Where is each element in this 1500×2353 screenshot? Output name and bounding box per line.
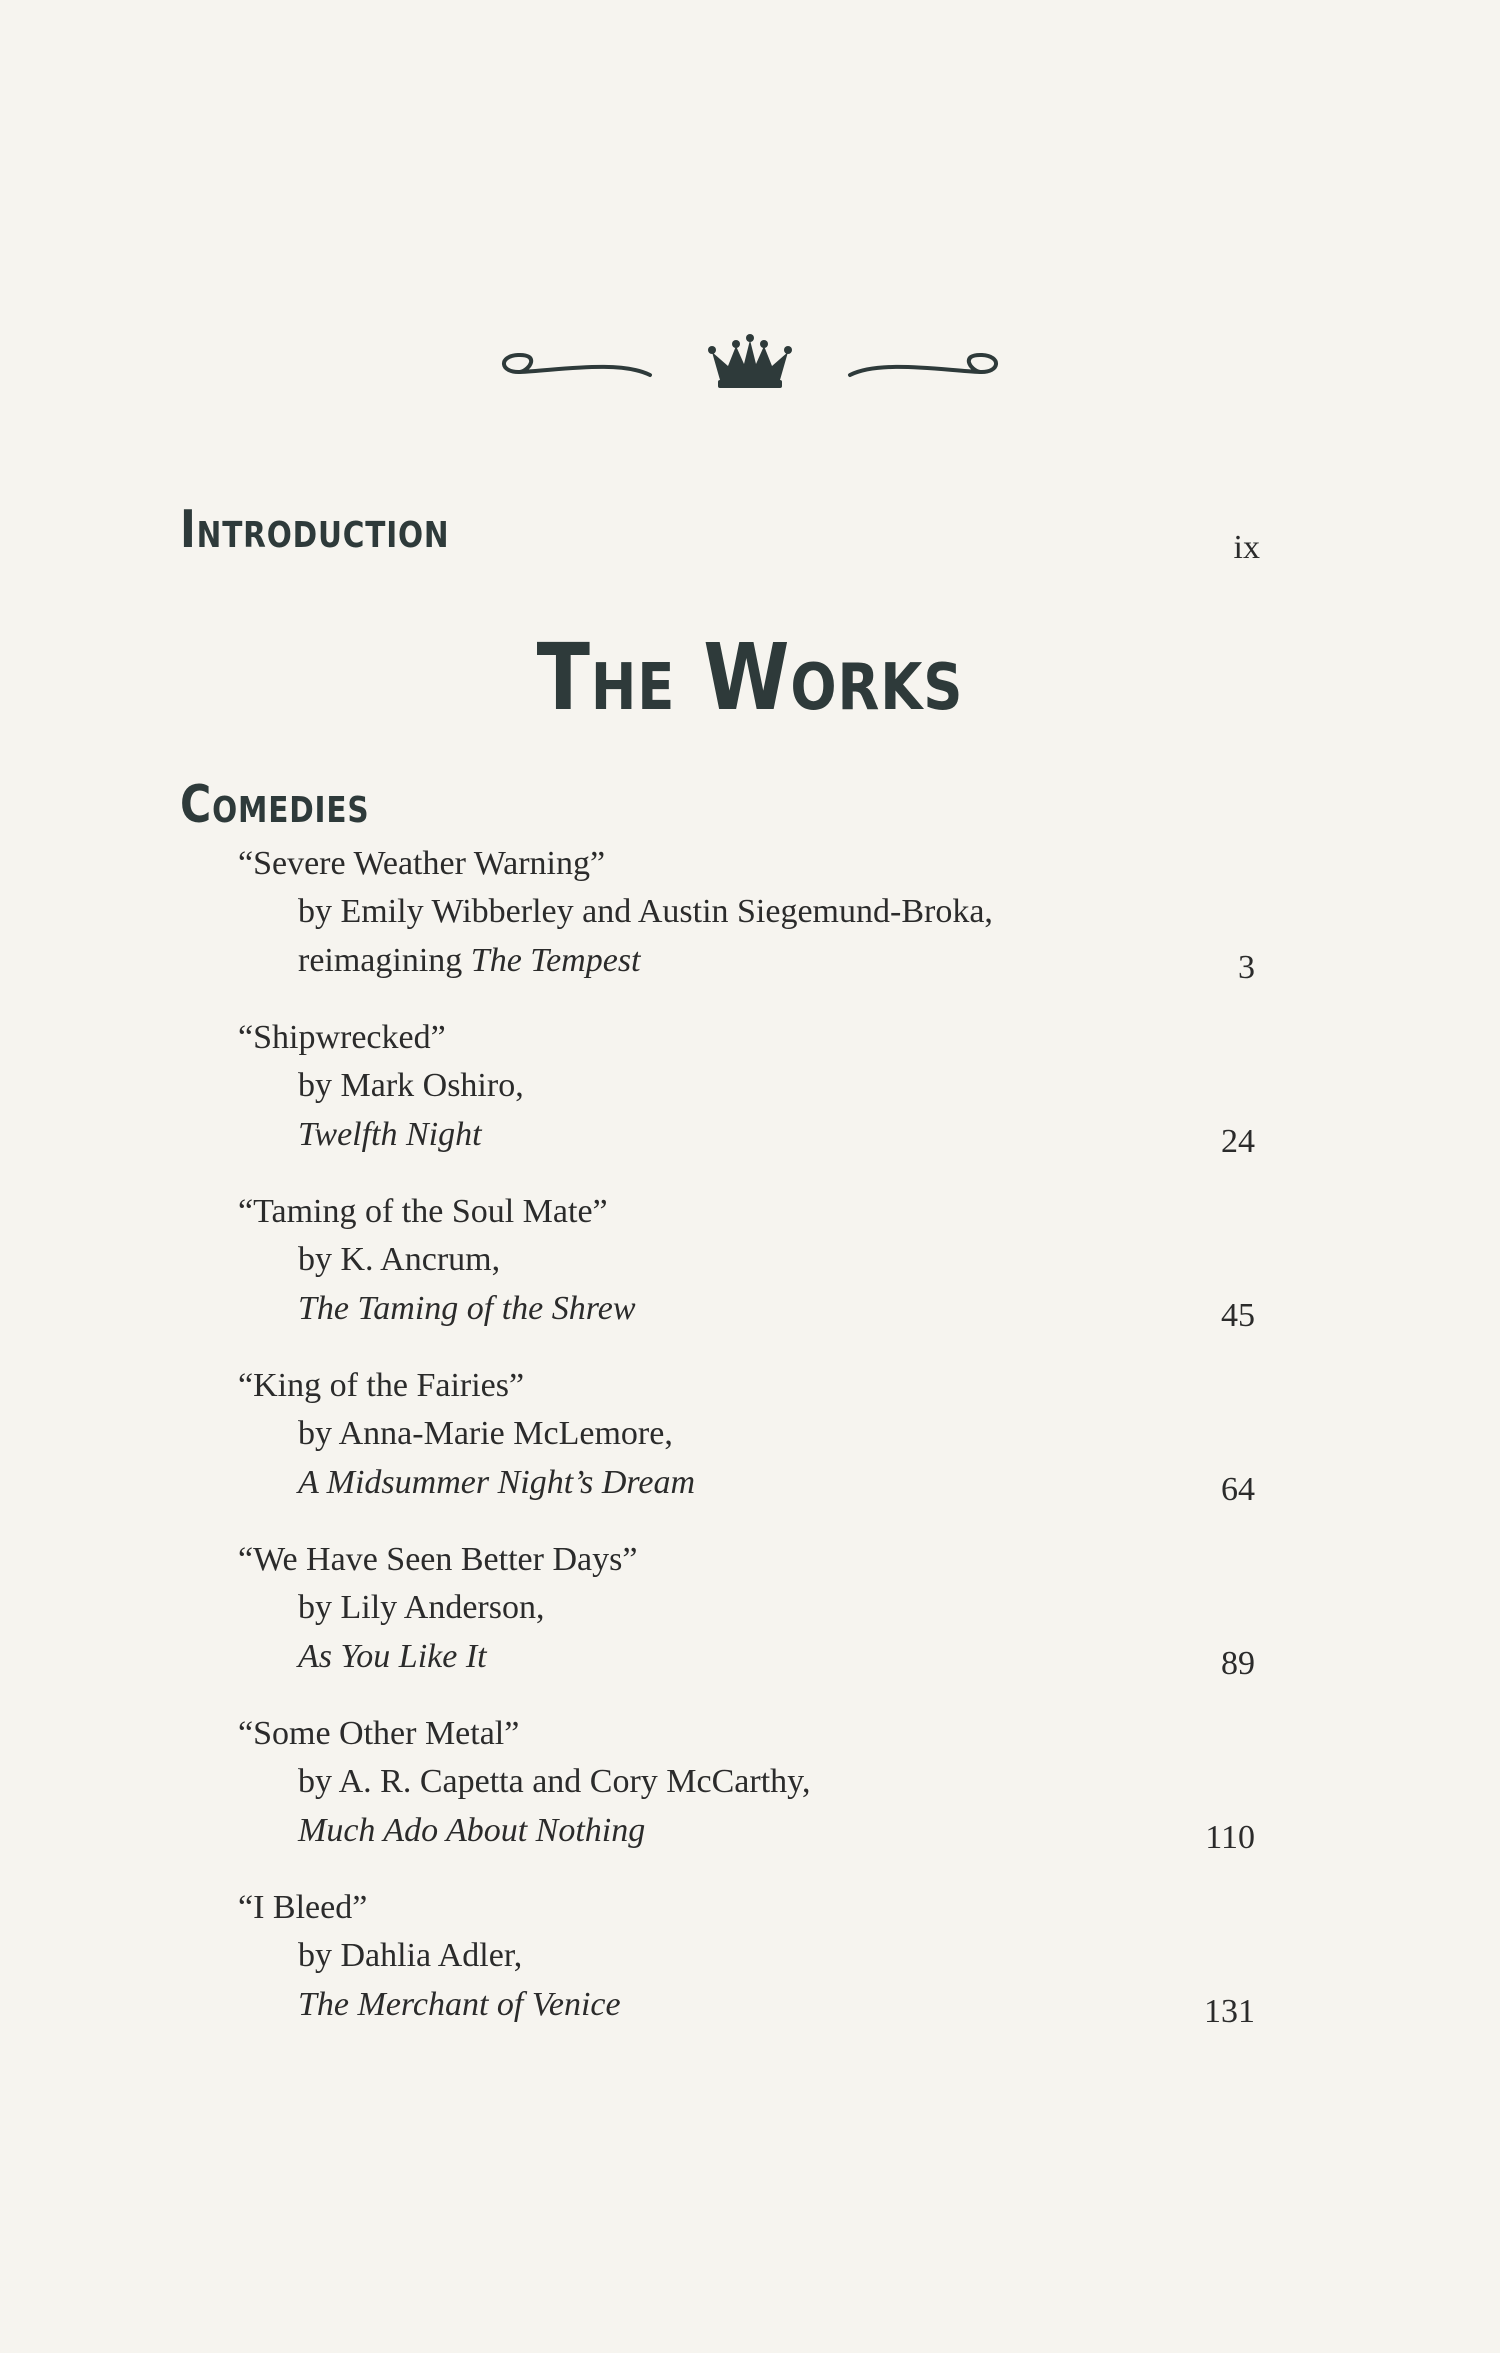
story-title: “Shipwrecked” (238, 1019, 446, 1056)
source-work: The Taming of the Shrew (298, 1290, 636, 1327)
story-title: “King of the Fairies” (238, 1367, 525, 1404)
story-author: by Mark Oshiro, (298, 1067, 524, 1104)
story-title: “I Bleed” (238, 1889, 368, 1926)
introduction-heading: Introduction (180, 500, 450, 560)
toc-entry[interactable] (0, 1014, 1500, 1164)
source-work: Twelfth Night (298, 1116, 482, 1153)
story-author: by K. Ancrum, (298, 1241, 501, 1278)
story-title: “Severe Weather Warning” (238, 845, 606, 882)
toc-entry[interactable] (0, 1536, 1500, 1686)
story-author: by Anna-Marie McLemore, (298, 1415, 673, 1452)
source-work: A Midsummer Night’s Dream (298, 1464, 695, 1501)
crown-flourish-icon (500, 330, 1000, 400)
story-title: “Some Other Metal” (238, 1715, 520, 1752)
story-author: by Emily Wibberley and Austin Siegemund-Broka, (298, 893, 993, 930)
page-number: 131 (1204, 1993, 1255, 2030)
source-work: reimagining The Tempest (298, 942, 641, 979)
source-work: The Merchant of Venice (298, 1986, 621, 2023)
story-author: by A. R. Capetta and Cory McCarthy, (298, 1763, 811, 1800)
section-heading-comedies: Comedies (180, 775, 370, 835)
works-heading: The Works (536, 624, 964, 731)
source-work: Much Ado About Nothing (298, 1812, 646, 1849)
toc-entry[interactable] (0, 1362, 1500, 1512)
story-author: by Dahlia Adler, (298, 1937, 523, 1974)
toc-entry[interactable] (0, 1188, 1500, 1338)
introduction-entry[interactable] (180, 500, 1260, 570)
page-number: 45 (1221, 1297, 1255, 1334)
story-author: by Lily Anderson, (298, 1589, 545, 1626)
page-number: 3 (1238, 949, 1255, 986)
page-number: 89 (1221, 1645, 1255, 1682)
page-number: 110 (1205, 1819, 1255, 1856)
toc-entry[interactable] (0, 840, 1500, 990)
introduction-page-number: ix (1233, 529, 1260, 566)
page-number: 64 (1221, 1471, 1255, 1508)
story-title: “We Have Seen Better Days” (238, 1541, 638, 1578)
source-work: As You Like It (298, 1638, 487, 1675)
toc-entry[interactable] (0, 1710, 1500, 1860)
page-number: 24 (1221, 1123, 1255, 1160)
story-title: “Taming of the Soul Mate” (238, 1193, 608, 1230)
toc-entry[interactable] (0, 1884, 1500, 2034)
